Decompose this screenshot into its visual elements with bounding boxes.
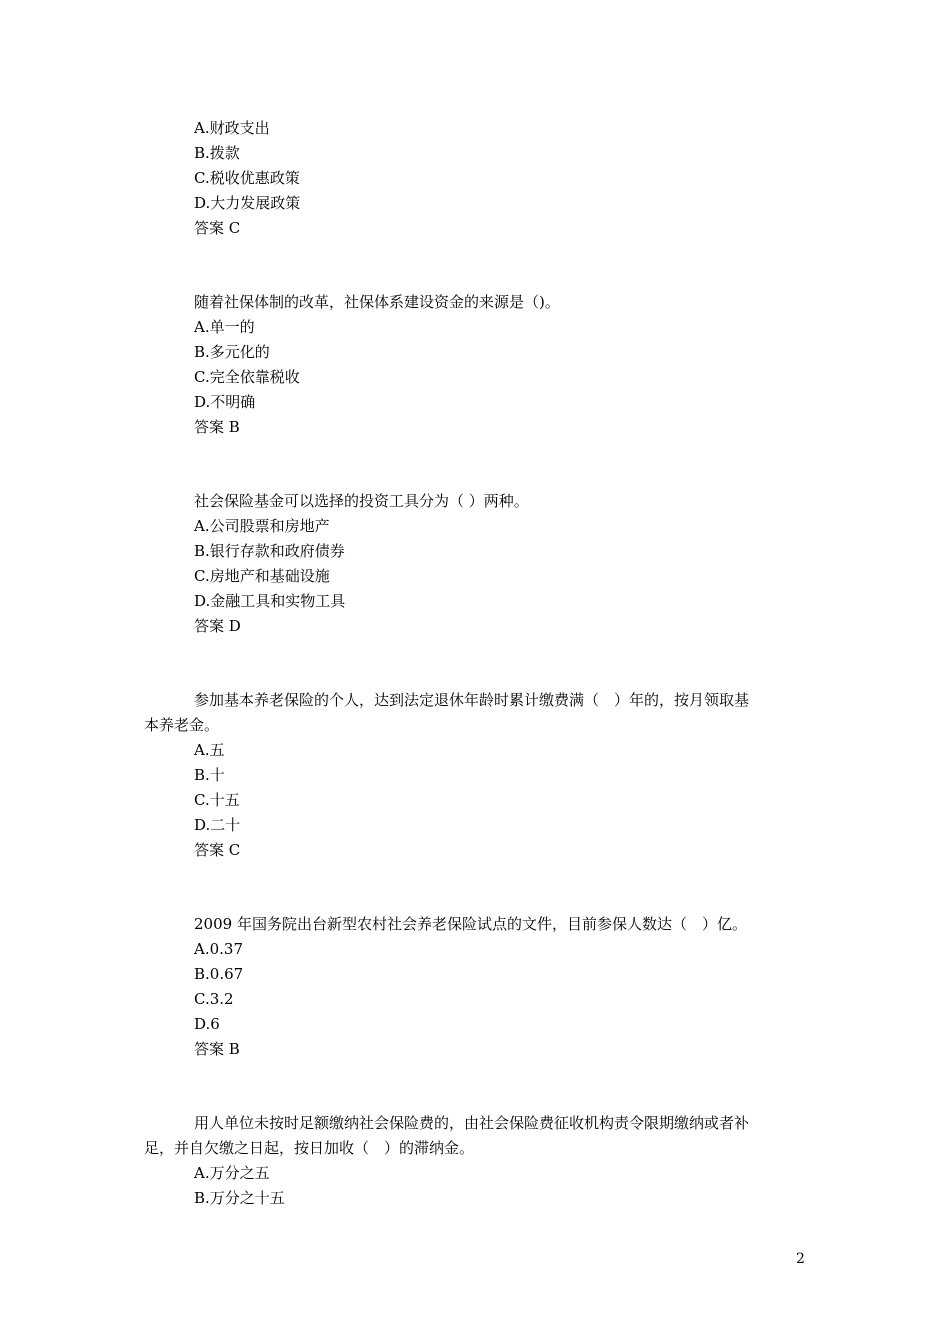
option-b: B.多元化的	[194, 343, 270, 361]
option-a: A.万分之五	[194, 1164, 270, 1182]
page-number: 2	[796, 1251, 805, 1267]
answer: 答案 D	[194, 617, 241, 635]
option-c: C.十五	[194, 791, 240, 809]
option-b: B.拨款	[194, 144, 240, 162]
question-stem: 参加基本养老保险的个人，达到法定退休年龄时累计缴费满（ ）年的，按月领取基	[194, 691, 750, 709]
answer: 答案 C	[194, 841, 241, 859]
question-stem: 2009 年国务院出台新型农村社会养老保险试点的文件，目前参保人数达（ ）亿。	[194, 915, 747, 933]
option-a: A.单一的	[194, 318, 255, 336]
question-stem: 随着社保体制的改革，社保体系建设资金的来源是（)。	[194, 293, 560, 311]
option-a: A.五	[194, 741, 225, 759]
answer: 答案 C	[194, 219, 241, 237]
question-stem: 用人单位未按时足额缴纳社会保险费的，由社会保险费征收机构责令限期缴纳或者补	[194, 1114, 750, 1132]
question-stem-continued: 本养老金。	[144, 716, 220, 734]
option-b: B.银行存款和政府债券	[194, 542, 345, 560]
option-b: B.万分之十五	[194, 1189, 285, 1207]
option-d: D.6	[194, 1015, 220, 1033]
option-c: C.完全依靠税收	[194, 368, 300, 386]
option-a: A.0.37	[194, 940, 243, 958]
option-a: A.公司股票和房地产	[194, 517, 330, 535]
option-d: D.金融工具和实物工具	[194, 592, 346, 610]
question-stem-continued: 足，并自欠缴之日起，按日加收（ ）的滞纳金。	[144, 1139, 475, 1157]
option-c: C.3.2	[194, 990, 234, 1008]
question-stem: 社会保险基金可以选择的投资工具分为（ ）两种。	[194, 492, 529, 510]
option-d: D.不明确	[194, 393, 256, 411]
option-c: C.税收优惠政策	[194, 169, 300, 187]
option-c: C.房地产和基础设施	[194, 567, 330, 585]
option-a: A.财政支出	[194, 119, 270, 137]
option-d: D.大力发展政策	[194, 194, 301, 212]
option-d: D.二十	[194, 816, 241, 834]
option-b: B.十	[194, 766, 225, 784]
option-b: B.0.67	[194, 965, 244, 983]
answer: 答案 B	[194, 1040, 240, 1058]
answer: 答案 B	[194, 418, 240, 436]
